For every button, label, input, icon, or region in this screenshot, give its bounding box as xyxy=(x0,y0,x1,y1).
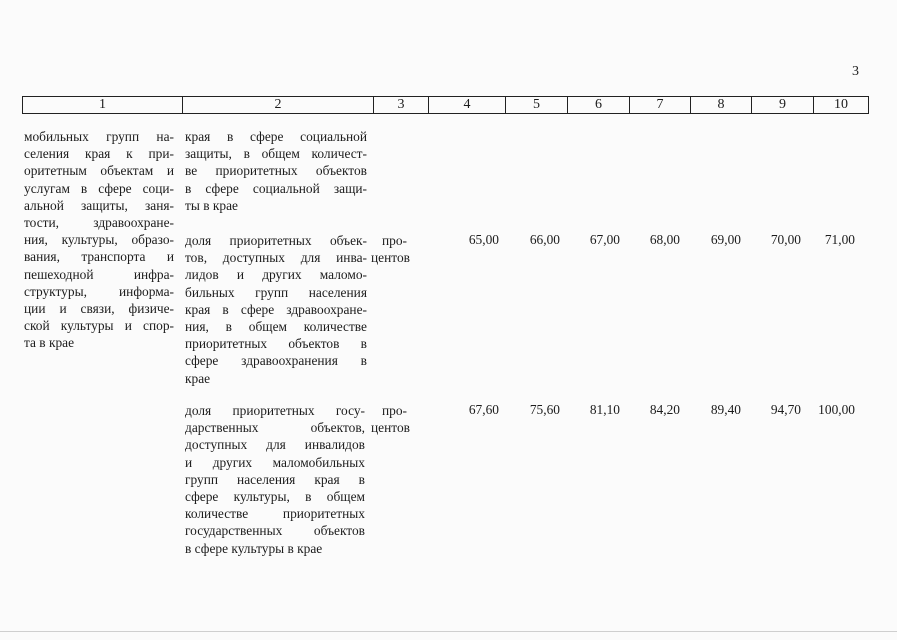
indicator-line: сфере здравоохранения в xyxy=(185,353,367,369)
indicator-line: групп населения края в xyxy=(185,471,365,487)
indicator-line: сфере культуры, в общем xyxy=(185,489,365,505)
indicator-line: доля приоритетных объек- xyxy=(185,233,367,248)
unit-culture xyxy=(371,402,427,436)
goal-line: ния, культуры, образо- xyxy=(24,232,174,248)
value-healthcare-col5: 66,00 xyxy=(529,232,560,247)
indicator-line: бильных групп населения xyxy=(185,284,367,300)
goal-line: пешеходной инфра- xyxy=(24,266,174,282)
indicator-social-protection xyxy=(185,128,367,214)
indicator-line: края в сфере здравоохране- xyxy=(185,301,367,317)
header-col-2: 2 xyxy=(183,97,374,114)
header-col-5: 5 xyxy=(506,97,568,114)
header-col-6: 6 xyxy=(568,97,630,114)
page-number: 3 xyxy=(852,64,859,79)
goal-line: тости, здравоохране- xyxy=(24,215,174,231)
header-col-4: 4 xyxy=(429,97,506,114)
indicator-line: крае xyxy=(185,370,211,386)
indicator-line: лидов и других маломо- xyxy=(185,267,367,283)
value-culture-col7: 84,20 xyxy=(649,402,680,417)
scan-edge-line xyxy=(0,631,897,632)
header-col-10: 10 xyxy=(814,97,869,114)
goal-line: та в крае xyxy=(24,335,75,351)
indicator-healthcare xyxy=(185,232,367,387)
unit-healthcare xyxy=(371,232,427,266)
column-number-header xyxy=(22,96,869,114)
value-healthcare-col10: 71,00 xyxy=(824,232,855,247)
goal-line: альной защиты, заня- xyxy=(24,197,174,213)
header-col-7: 7 xyxy=(630,97,691,114)
indicator-line: государственных объектов xyxy=(185,523,365,539)
goal-line: селения края к при- xyxy=(24,146,174,162)
indicator-line: в сфере культуры в крае xyxy=(185,540,323,556)
goal-line: мобильных групп на- xyxy=(24,129,174,144)
indicator-line: в сфере социальной защи- xyxy=(185,180,367,196)
header-col-1: 1 xyxy=(23,97,183,114)
indicator-culture xyxy=(185,402,365,557)
indicator-line: и других маломобильных xyxy=(185,454,365,470)
header-col-9: 9 xyxy=(752,97,814,114)
indicator-line: края в сфере социальной xyxy=(185,129,367,144)
value-culture-col9: 94,70 xyxy=(770,402,801,417)
indicator-line: доля приоритетных госу- xyxy=(185,403,365,418)
indicator-line: доступных для инвалидов xyxy=(185,437,365,453)
header-col-3: 3 xyxy=(374,97,429,114)
goal-line: ции и связи, физиче- xyxy=(24,301,174,317)
value-healthcare-col8: 69,00 xyxy=(710,232,741,247)
indicator-line: защиты, в общем количест- xyxy=(185,146,367,162)
indicator-line: дарственных объектов, xyxy=(185,420,365,436)
value-culture-col4: 67,60 xyxy=(468,402,499,417)
goal-line: структуры, информа- xyxy=(24,283,174,299)
goal-line: вания, транспорта и xyxy=(24,249,174,265)
goal-line: услугам в сфере соци- xyxy=(24,180,174,196)
indicator-line: тов, доступных для инва- xyxy=(185,250,367,266)
value-culture-col10: 100,00 xyxy=(818,402,855,417)
value-healthcare-col4: 65,00 xyxy=(468,232,499,247)
indicator-line: ты в крае xyxy=(185,197,238,213)
goal-description xyxy=(24,128,174,352)
value-healthcare-col7: 68,00 xyxy=(649,232,680,247)
unit-line: центов xyxy=(371,420,410,436)
indicator-line: ве приоритетных объектов xyxy=(185,163,367,179)
indicator-line: ния, в общем количестве xyxy=(185,319,367,335)
value-healthcare-col9: 70,00 xyxy=(770,232,801,247)
unit-line: про- xyxy=(382,403,408,418)
indicator-line: приоритетных объектов в xyxy=(185,336,367,352)
value-culture-col5: 75,60 xyxy=(529,402,560,417)
unit-line: про- xyxy=(382,233,408,248)
header-col-8: 8 xyxy=(691,97,752,114)
indicator-line: количестве приоритетных xyxy=(185,506,365,522)
value-culture-col6: 81,10 xyxy=(589,402,620,417)
goal-line: ской культуры и спор- xyxy=(24,318,174,334)
value-healthcare-col6: 67,00 xyxy=(589,232,620,247)
unit-line: центов xyxy=(371,250,410,266)
goal-line: оритетным объектам и xyxy=(24,163,174,179)
value-culture-col8: 89,40 xyxy=(710,402,741,417)
